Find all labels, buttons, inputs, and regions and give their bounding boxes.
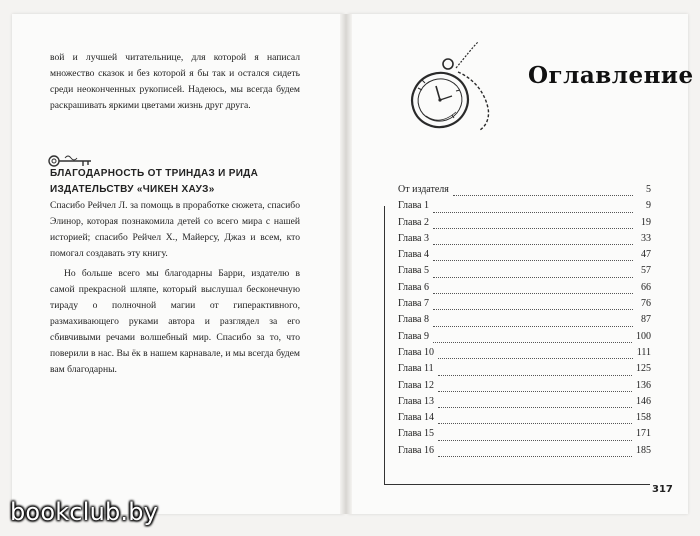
toc-leader-dots	[438, 439, 632, 441]
toc-leader-dots	[438, 390, 632, 392]
toc-leader-dots	[438, 422, 632, 424]
toc-entry	[398, 314, 651, 330]
toc-leader-dots	[438, 374, 632, 376]
toc-entry	[398, 184, 651, 200]
watermark-logo: bookclub.by	[10, 498, 159, 526]
table-of-contents	[398, 184, 651, 461]
toc-entry-title: Глава 2	[398, 216, 429, 228]
toc-entry	[398, 233, 651, 249]
toc-entry	[398, 363, 651, 379]
toc-entry-title: Глава 14	[398, 412, 434, 424]
toc-entry-title: Глава 5	[398, 265, 429, 277]
toc-leader-dots	[433, 259, 633, 261]
toc-entry-page: 5	[646, 184, 651, 195]
toc-leader-dots	[433, 341, 632, 343]
toc-entry-title: Глава 13	[398, 395, 434, 407]
toc-entry	[398, 396, 651, 412]
toc-entry	[398, 200, 651, 216]
toc-entry-page: 9	[646, 200, 651, 212]
toc-leader-dots	[438, 406, 632, 408]
toc-entry-title: Глава 9	[398, 330, 429, 342]
toc-entry-title: Глава 4	[398, 249, 429, 261]
toc-entry-page: 47	[641, 249, 651, 261]
toc-entry-page: 185	[636, 444, 651, 456]
toc-frame-bottom	[384, 484, 650, 485]
toc-leader-dots	[433, 292, 633, 294]
toc-entry	[398, 412, 651, 428]
toc-entry-page: 33	[641, 232, 651, 244]
toc-title: Оглавление	[528, 62, 694, 89]
toc-entry-title: От издателя	[398, 184, 449, 195]
toc-leader-dots	[433, 308, 633, 310]
toc-leader-dots	[433, 227, 633, 229]
toc-frame-left	[384, 206, 385, 484]
gratitude-paragraph	[50, 266, 300, 378]
toc-entry	[398, 298, 651, 314]
heading-line-1: БЛАГОДАРНОСТЬ ОТ ТРИНДАЗ И РИДА	[50, 168, 259, 179]
toc-entry-title: Глава 8	[398, 314, 429, 326]
toc-entry	[398, 282, 651, 298]
toc-entry-title: Глава 1	[398, 200, 429, 212]
toc-leader-dots	[433, 325, 633, 327]
toc-entry-page: 100	[636, 330, 651, 342]
dedication-paragraph: вой и лучшей читательнице, для которой я написал множество сказок и без которой я бы так и остался сидеть среди неоконченных рукописей. Надеюсь, мы всегда будем раскрашивать яркими цветами жизнь друг друга.	[50, 52, 300, 111]
heading-line-2: ИЗДАТЕЛЬСТВУ «ЧИКЕН ХАУЗ»	[50, 184, 215, 195]
gratitude-text: Но больше всего мы благодарны Барри, издателю в самой прекрасной шляпе, который выслушал бесконечную тираду о полночной магии от гиперактивного, размахивающего руками автора и разглядел за его сбивчивыми речами волшебный мир. Спасибо за то, что поверили в нас. Вы ёк в нашем карнавале, и мы всегда будем вам благодарны.	[50, 268, 300, 375]
toc-entry	[398, 445, 651, 461]
thanks-paragraph: Спасибо Рейчел Л. за помощь в проработке сюжета, спасибо Элинор, которая познакомила детей со всего мира с нашей историей; спасибо Рейчел Х., Майерсу, Джаз и всем, кто помогал создавать эту книгу.	[50, 200, 300, 259]
toc-entry-title: Глава 15	[398, 428, 434, 440]
toc-entry	[398, 265, 651, 281]
toc-leader-dots	[438, 455, 632, 457]
pocket-watch-icon	[396, 38, 506, 134]
toc-entry	[398, 380, 651, 396]
toc-entry-page: 66	[641, 281, 651, 293]
toc-entry-page: 87	[641, 314, 651, 326]
toc-entry-title: Глава 12	[398, 379, 434, 391]
toc-leader-dots	[453, 194, 633, 196]
toc-entry-page: 57	[641, 265, 651, 277]
book-gutter	[340, 14, 352, 514]
toc-entry-page: 111	[636, 346, 651, 358]
acknowledgements-heading	[50, 166, 310, 198]
toc-entry	[398, 428, 651, 444]
toc-leader-dots	[433, 243, 633, 245]
toc-entry-page: 125	[636, 363, 651, 375]
toc-leader-dots	[438, 357, 633, 359]
toc-entry-title: Глава 16	[398, 444, 434, 456]
toc-entry-title: Глава 7	[398, 298, 429, 310]
toc-entry-page: 76	[641, 298, 651, 310]
toc-entry	[398, 217, 651, 233]
toc-entry-title: Глава 10	[398, 346, 434, 358]
toc-entry-page: 146	[636, 395, 651, 407]
toc-entry	[398, 249, 651, 265]
toc-entry	[398, 347, 651, 363]
toc-entry-page: 19	[641, 216, 651, 228]
toc-leader-dots	[433, 276, 633, 278]
toc-entry	[398, 331, 651, 347]
toc-entry-page: 171	[636, 428, 651, 440]
toc-entry-title: Глава 6	[398, 281, 429, 293]
toc-entry-page: 158	[636, 412, 651, 424]
toc-entry-title: Глава 11	[398, 363, 434, 375]
toc-leader-dots	[433, 211, 633, 213]
toc-entry-page: 136	[636, 379, 651, 391]
toc-entry-title: Глава 3	[398, 232, 429, 244]
page-number: 317	[652, 484, 673, 495]
